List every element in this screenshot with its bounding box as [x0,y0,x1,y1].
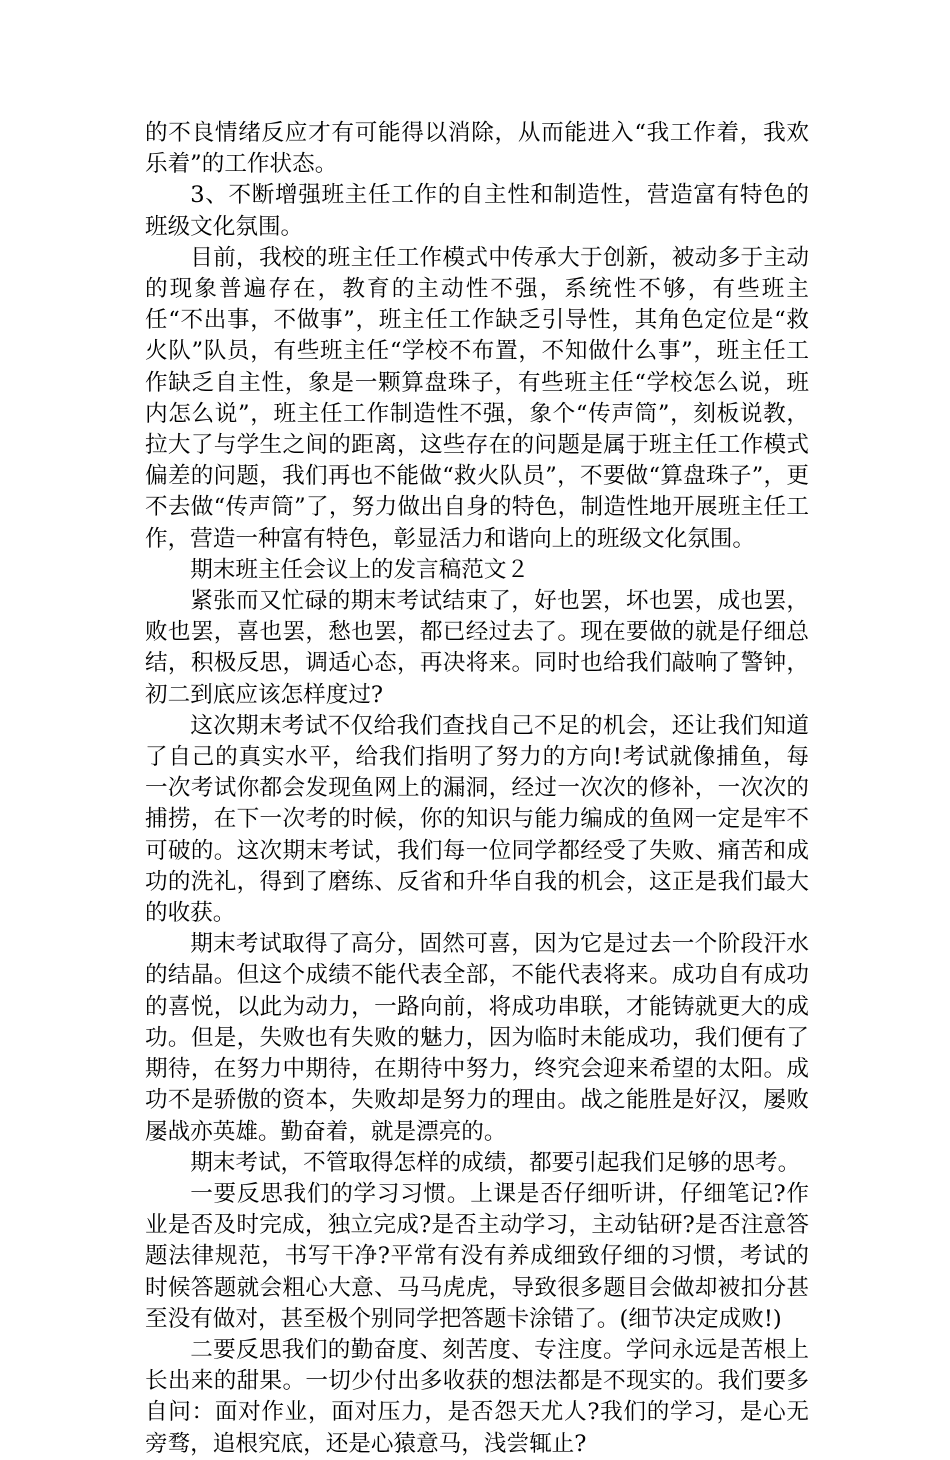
paragraph-2: 3、不断增强班主任工作的自主性和制造性，营造富有特色的班级文化氛围。 [145,182,809,240]
paragraph-9: 一要反思我们的学习习惯。上课是否仔细听讲，仔细笔记?作业是否及时完成，独立完成?是否主动学习，主动钻研?是否注意答题法律规范，书写干净?平常有没有养成细致仔细的习惯，考试的时候答题就会粗心大意、马马虎虎，导致很多题目会做却被扣分甚至没有做对，甚至极个别同学把答题卡涂错了。(细节决定成败!) [145,1180,809,1332]
paragraph-3: 目前，我校的班主任工作模式中传承大于创新，被动多于主动的现象普遍存在，教育的主动性不强，系统性不够，有些班主任“不出事，不做事”，班主任工作缺乏引导性，其角色定位是“救火队”队员，有些班主任“学校不布置，不知做什么事”，班主任工作缺乏自主性，象是一颗算盘珠子，有些班主任“学校怎么说，班内怎么说”，班主任工作制造性不强，象个“传声筒”，刻板说教，拉大了与学生之间的距离，这些存在的问题是属于班主任工作模式偏差的问题，我们再也不能做“救火队员”，不要做“算盘珠子”，更不去做“传声筒”了，努力做出自身的特色，制造性地开展班主任工作，营造一种富有特色，彰显活力和谐向上的班级文化氛围。 [145,244,809,552]
paragraph-10: 二要反思我们的勤奋度、刻苦度、专注度。学问永远是苦根上长出来的甜果。一切少付出多收获的想法都是不现实的。我们要多自问：面对作业，面对压力，是否怨天尤人?我们的学习，是心无旁骛，追根究底，还是心猿意马，浅尝辄止? [145,1336,809,1457]
paragraph-8: 期末考试，不管取得怎样的成绩，都要引起我们足够的思考。 [190,1149,801,1176]
document-page [145,118,809,1460]
paragraph-1: 的不良情绪反应才有可能得以消除，从而能进入“我工作着，我欢乐着”的工作状态。 [145,120,809,178]
section-heading: 期末班主任会议上的发言稿范文２ [190,556,530,583]
paragraph-7: 期末考试取得了高分，固然可喜，因为它是过去一个阶段汗水的结晶。但这个成绩不能代表全部，不能代表将来。成功自有成功的喜悦，以此为动力，一路向前，将成功串联，才能铸就更大的成功。但是，失败也有失败的魅力，因为临时未能成功，我们便有了期待，在努力中期待，在期待中努力，终究会迎来希望的太阳。成功不是骄傲的资本，失败却是努力的理由。战之能胜是好汉，屡败屡战亦英雄。勤奋着，就是漂亮的。 [145,931,809,1145]
paragraph-6: 这次期末考试不仅给我们查找自己不足的机会，还让我们知道了自己的真实水平，给我们指明了努力的方向!考试就像捕鱼，每一次考试你都会发现鱼网上的漏洞，经过一次次的修补，一次次的捕捞，在下一次考的时候，你的知识与能力编成的鱼网一定是牢不可破的。这次期末考试，我们每一位同学都经受了失败、痛苦和成功的洗礼，得到了磨练、反省和升华自我的机会，这正是我们最大的收获。 [145,712,809,927]
paragraph-5: 紧张而又忙碌的期末考试结束了，好也罢，坏也罢，成也罢，败也罢，喜也罢，愁也罢，都已经过去了。现在要做的就是仔细总结，积极反思，调适心态，再决将来。同时也给我们敲响了警钟，初二到底应该怎样度过? [145,588,809,708]
